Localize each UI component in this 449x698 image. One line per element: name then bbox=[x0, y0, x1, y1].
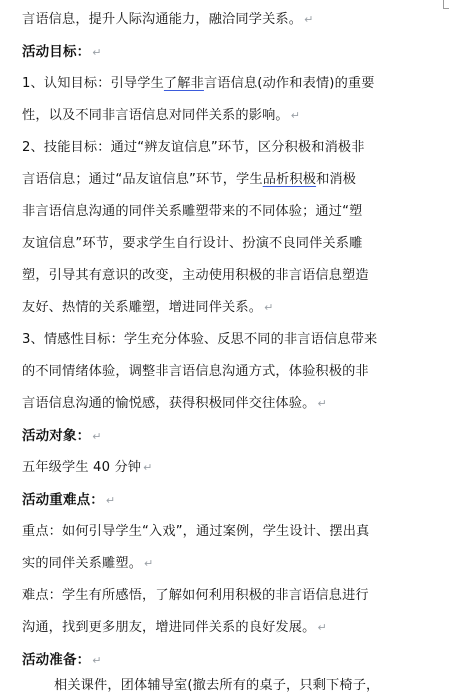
heading-activity-goals: 活动目标： ↵ bbox=[22, 44, 102, 60]
paragraph-mark-icon: ↵ bbox=[290, 109, 301, 122]
text-line: 友好、热情的关系雕塑，增进同伴关系。 ↵ bbox=[22, 300, 274, 315]
paragraph-mark-icon: ↵ bbox=[304, 13, 314, 26]
text-line: 的不同情绪体验，调整非言语信息沟通方式，体验积极的非 bbox=[22, 364, 369, 379]
heading-activity-audience: 活动对象： ↵ bbox=[22, 428, 102, 444]
text-line: 实的同伴关系雕塑。 ↵ bbox=[22, 556, 154, 571]
paragraph-mark-icon: ↵ bbox=[317, 621, 327, 634]
paragraph-mark-icon: ↵ bbox=[92, 430, 102, 443]
paragraph-mark-icon: ↵ bbox=[144, 557, 154, 570]
text-line: 五年级学生 40 分钟 ↵ bbox=[22, 460, 153, 475]
underlined-phrase: 品析积极 bbox=[262, 172, 317, 187]
text-line: 友谊信息”环节，要求学生自行设计、扮演不良同伴关系雕 bbox=[22, 236, 363, 251]
paragraph-mark-icon: ↵ bbox=[105, 494, 116, 507]
heading-key-difficult-points: 活动重难点： ↵ bbox=[22, 492, 116, 508]
text-line: 言语信息，提升人际沟通能力，融洽同学关系。 ↵ bbox=[22, 12, 314, 27]
underlined-phrase: 了解非 bbox=[163, 76, 204, 91]
paragraph-mark-icon: ↵ bbox=[92, 46, 102, 59]
paragraph-mark-icon: ↵ bbox=[143, 461, 153, 474]
paragraph-mark-icon: ↵ bbox=[317, 397, 327, 410]
text-line: 非言语信息沟通的同伴关系雕塑带来的不同体验；通过“塑 bbox=[22, 204, 363, 219]
text-line: 言语信息沟通的愉悦感，获得积极同伴交往体验。 ↵ bbox=[22, 396, 327, 411]
text-line: 1、认知目标：引导学生了解非言语信息(动作和表情)的重要 bbox=[22, 76, 375, 91]
text-line: 重点：如何引导学生“入戏”，通过案例，学生设计、摆出真 bbox=[22, 524, 370, 539]
heading-activity-preparation: 活动准备： ↵ bbox=[22, 652, 102, 668]
text-line: 沟通，找到更多朋友，增进同伴关系的良好发展。 ↵ bbox=[22, 620, 327, 635]
text-line: 3、情感性目标：学生充分体验、反思不同的非言语信息带来 bbox=[22, 332, 378, 347]
text-line: 塑，引导其有意识的改变，主动使用积极的非言语信息塑造 bbox=[22, 268, 369, 283]
page-corner-mark bbox=[443, 0, 449, 9]
paragraph-mark-icon: ↵ bbox=[264, 301, 274, 314]
text-line: 言语信息；通过“品友谊信息”环节，学生品析积极和消极 bbox=[22, 172, 357, 187]
paragraph-mark-icon: ↵ bbox=[92, 654, 102, 667]
text-line: 性，以及不同非言语信息对同伴关系的影响。 ↵ bbox=[22, 108, 301, 123]
text-line: 相关课件，团体辅导室(撤去所有的桌子，只剩下椅子， bbox=[54, 678, 380, 693]
text-line: 2、技能目标：通过“辨友谊信息”环节，区分积极和消极非 bbox=[22, 140, 365, 155]
text-line: 难点：学生有所感悟，了解如何利用积极的非言语信息进行 bbox=[22, 588, 369, 603]
